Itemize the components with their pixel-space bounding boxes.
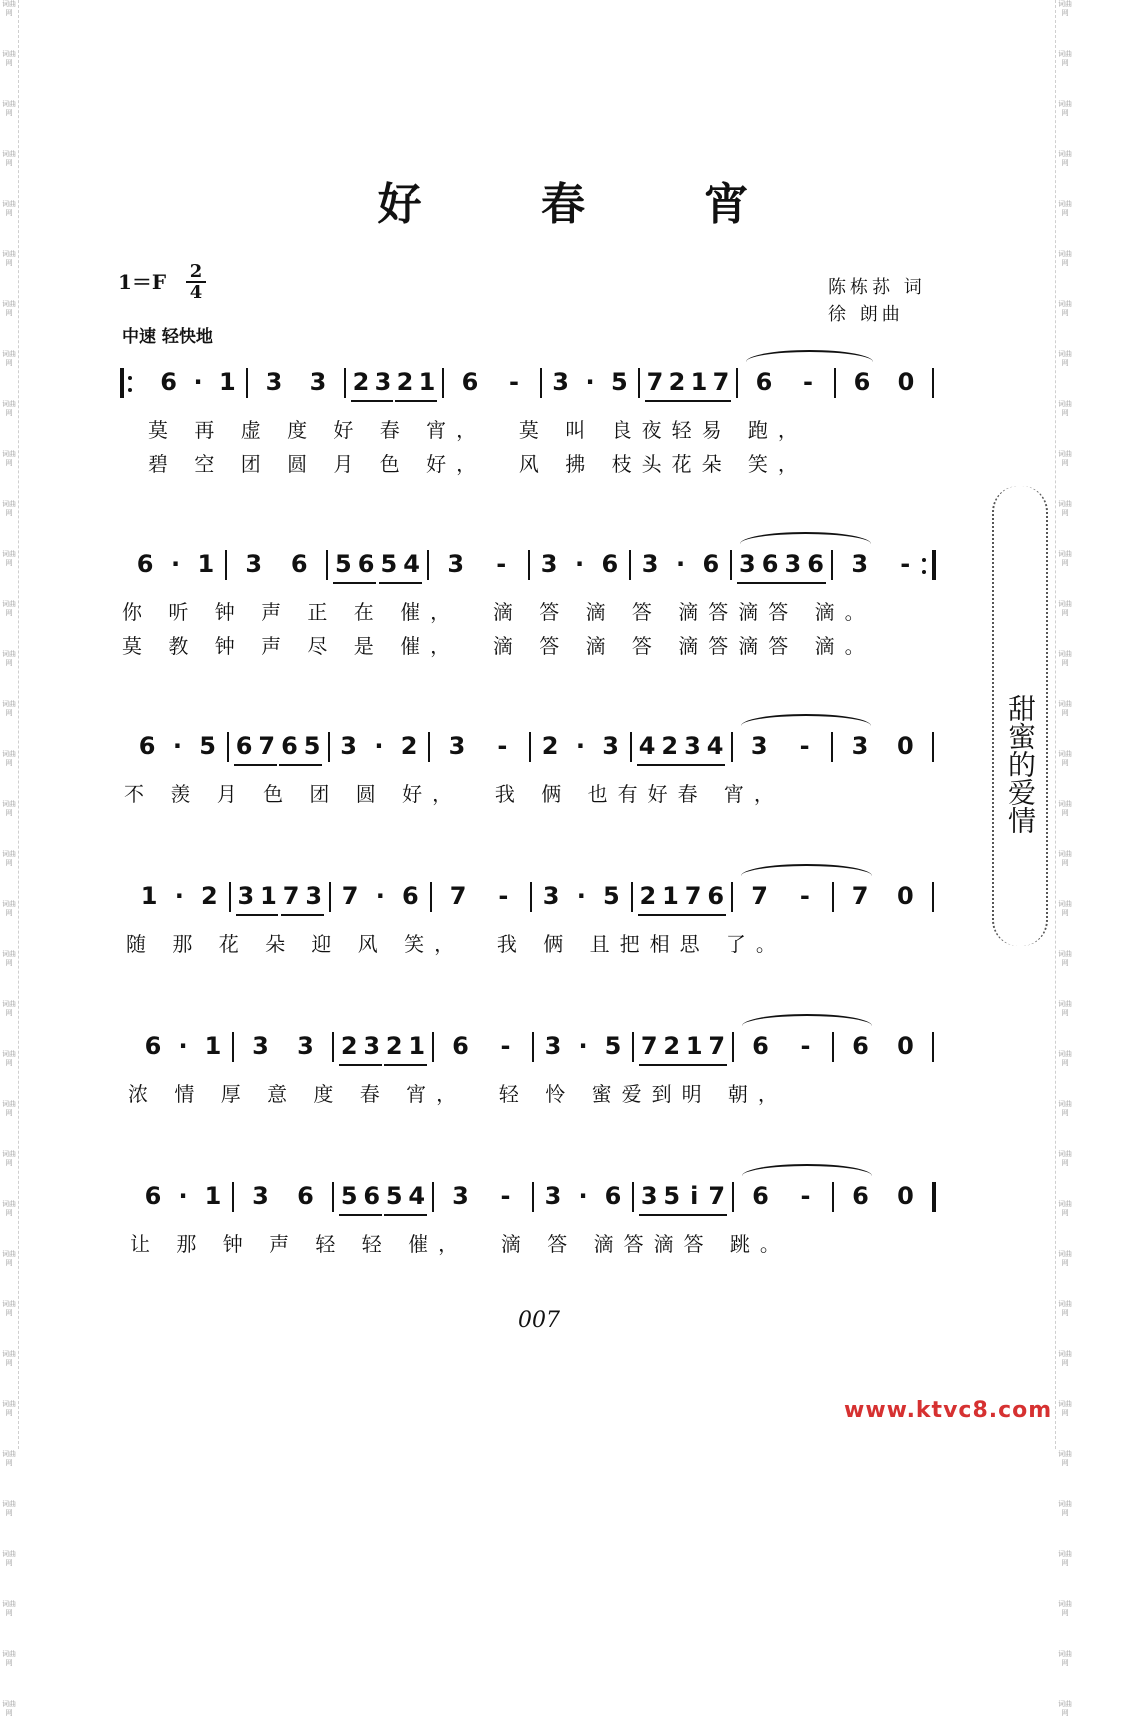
note: 5 (340, 1182, 358, 1210)
note: 6 (136, 550, 154, 578)
watermark-text: 词曲网 (2, 950, 16, 967)
dash-extension: - (803, 368, 813, 396)
note: 3 (237, 882, 255, 910)
note: 6 (755, 368, 773, 396)
watermark-text: 词曲网 (1058, 100, 1072, 117)
note: 1 (685, 1032, 703, 1060)
barline (731, 882, 733, 912)
watermark-text: 词曲网 (1058, 1450, 1072, 1467)
note: 3 (544, 1032, 562, 1060)
note: 3 (447, 550, 465, 578)
score-row (0, 548, 1074, 668)
note: 3 (252, 1182, 269, 1210)
note: 3 (641, 550, 659, 578)
note: 2 (639, 882, 657, 910)
dot-extension: · (178, 1182, 188, 1210)
watermark-text: 词曲网 (2, 100, 16, 117)
note: 5 (303, 732, 321, 760)
page-number: 007 (518, 1308, 560, 1333)
barline (225, 550, 227, 580)
note: 6 (402, 882, 419, 910)
barline (736, 368, 738, 398)
repeat-dot (922, 570, 926, 574)
watermark-text: 词曲网 (1058, 1600, 1072, 1617)
dot-extension: · (374, 732, 384, 760)
watermark-text: 词曲网 (1058, 200, 1072, 217)
note: 2 (340, 1032, 358, 1060)
beam-underline (645, 400, 731, 402)
note: 1 (418, 368, 436, 396)
time-signature (186, 262, 206, 302)
barline (232, 1032, 234, 1062)
dot-extension: · (178, 1032, 188, 1060)
note: 2 (663, 1032, 681, 1060)
watermark-text: 词曲网 (2, 900, 16, 917)
tie-arc (746, 350, 873, 362)
note: 1 (408, 1032, 426, 1060)
dash-extension: - (497, 732, 508, 760)
beam-underline (351, 400, 393, 402)
note: 7 (708, 1182, 726, 1210)
note: 2 (396, 368, 414, 396)
watermark-text: 词曲网 (2, 400, 16, 417)
dot-extension: · (170, 550, 181, 578)
dash-extension: - (496, 550, 507, 578)
note: 6 (752, 1032, 769, 1060)
dash-extension: - (498, 882, 509, 910)
watermark-text: 词曲网 (2, 200, 16, 217)
lyric-line: 浓 情 厚 意 度 春 宵， 轻 怜 蜜爱到明 朝， (128, 1082, 788, 1106)
watermark-text: 词曲网 (1058, 900, 1072, 917)
note: 1 (662, 882, 679, 910)
watermark-text: 词曲网 (1058, 950, 1072, 967)
note: 2 (201, 882, 218, 910)
dot-extension: · (576, 882, 586, 910)
beam-underline (395, 400, 437, 402)
beam-underline (339, 1064, 382, 1066)
note: 3 (374, 368, 392, 396)
note: 2 (661, 732, 679, 760)
watermark-text: 词曲网 (2, 350, 16, 367)
note: 6 (702, 550, 720, 578)
note: 4 (638, 732, 656, 760)
watermark-text: 词曲网 (2, 750, 16, 767)
note: 6 (852, 1032, 869, 1060)
score-row (0, 1030, 1074, 1150)
dot-extension: · (375, 882, 385, 910)
watermark-text: 词曲网 (1058, 1650, 1072, 1667)
dot-extension: · (574, 550, 585, 578)
note: 3 (252, 1032, 269, 1060)
note: 7 (449, 882, 467, 910)
beam-underline (281, 914, 324, 916)
score-row (0, 880, 1074, 1000)
score-row (0, 1180, 1074, 1300)
watermark-text: 词曲网 (1058, 150, 1072, 167)
note: 3 (750, 732, 768, 760)
note: 3 (309, 368, 327, 396)
dash-extension: - (800, 1182, 811, 1210)
tie-arc (741, 864, 872, 876)
note: 3 (452, 1182, 469, 1210)
barline (432, 1182, 434, 1212)
note: 3 (640, 1182, 658, 1210)
beam-underline (333, 582, 376, 584)
beam-underline (638, 914, 726, 916)
note: 7 (751, 882, 768, 910)
sidebar-collection-title: 甜蜜的爱情 (1004, 694, 1037, 834)
watermark-text: 词曲网 (1058, 300, 1072, 317)
time-signature-top: 2 (189, 261, 203, 282)
lyric-line: 随 那 花 朵 迎 风 笑， 我 俩 且把相思 了。 (126, 932, 786, 956)
note: 2 (541, 732, 559, 760)
tie-arc (740, 532, 871, 544)
note: 6 (160, 368, 177, 396)
barline (530, 882, 532, 912)
barline (832, 1032, 834, 1062)
lyricist-credit: 陈栋荪 词 (828, 277, 926, 298)
barline (528, 550, 530, 580)
beam-underline (236, 914, 279, 916)
watermark-text: 词曲网 (1058, 1050, 1072, 1067)
beam-underline (279, 764, 322, 766)
watermark-text: 词曲网 (1058, 850, 1072, 867)
note: 3 (739, 550, 756, 578)
barline (430, 882, 432, 912)
watermark-text: 词曲网 (1058, 700, 1072, 717)
watermark-text: 词曲网 (2, 850, 16, 867)
watermark-text: 词曲网 (2, 0, 16, 17)
beam-underline (639, 1214, 727, 1216)
note: 1 (204, 1182, 222, 1210)
watermark-text: 词曲网 (1058, 600, 1072, 617)
note: 6 (138, 732, 156, 760)
beam-underline (379, 582, 422, 584)
dash-extension: - (500, 1032, 511, 1060)
watermark-text: 词曲网 (2, 1550, 16, 1567)
barline (732, 1182, 734, 1212)
barline (731, 732, 733, 762)
barline (232, 1182, 234, 1212)
note: 7 (851, 882, 869, 910)
watermark-text: 词曲网 (2, 800, 16, 817)
beam-underline (737, 582, 825, 584)
website-watermark: www.ktvc8.com (844, 1398, 1053, 1423)
watermark-text: 词曲网 (2, 650, 16, 667)
watermark-text: 词曲网 (1058, 250, 1072, 267)
note: 3 (363, 1032, 381, 1060)
note: 5 (199, 732, 216, 760)
note: 5 (335, 550, 352, 578)
barline (932, 882, 934, 912)
note: 3 (540, 550, 558, 578)
note: 6 (752, 1182, 769, 1210)
watermark-text: 词曲网 (2, 1650, 16, 1667)
note: 6 (363, 1182, 381, 1210)
watermark-text: 词曲网 (2, 1100, 16, 1117)
note: 6 (281, 732, 298, 760)
barline (428, 732, 430, 762)
note: 6 (297, 1182, 314, 1210)
barline (732, 1032, 734, 1062)
note: 6 (852, 1182, 869, 1210)
repeat-start-barline (120, 368, 124, 398)
score-row (0, 366, 1074, 486)
watermark-text: 词曲网 (1058, 800, 1072, 817)
barline (442, 368, 444, 398)
note: 1 (690, 368, 708, 396)
note: 0 (897, 1182, 914, 1210)
note: 3 (542, 882, 560, 910)
note: 3 (245, 550, 263, 578)
watermark-text: 词曲网 (1058, 50, 1072, 67)
barline (328, 732, 330, 762)
note: 6 (853, 368, 871, 396)
note: 1 (140, 882, 158, 910)
dot-extension: · (174, 882, 184, 910)
lyric-line: 不 羡 月 色 团 圆 好， 我 俩 也有好春 宵， (124, 782, 784, 806)
note: 7 (708, 1032, 726, 1060)
watermark-text: 词曲网 (2, 500, 16, 517)
note: 6 (235, 732, 253, 760)
note: 6 (357, 550, 375, 578)
watermark-text: 词曲网 (2, 50, 16, 67)
watermark-text: 词曲网 (1058, 1100, 1072, 1117)
watermark-text: 词曲网 (1058, 1000, 1072, 1017)
note: 5 (610, 368, 628, 396)
key-signature: 1＝F (118, 270, 167, 294)
watermark-text: 词曲网 (2, 550, 16, 567)
score-row (0, 730, 1074, 850)
watermark-text: 词曲网 (2, 1700, 16, 1717)
note: 6 (604, 1182, 622, 1210)
note: 3 (448, 732, 466, 760)
barline (932, 732, 934, 762)
watermark-text: 词曲网 (2, 1300, 16, 1317)
barline (831, 550, 833, 580)
watermark-text: 词曲网 (1058, 1300, 1072, 1317)
note: 6 (452, 1032, 469, 1060)
note: 6 (144, 1032, 162, 1060)
watermark-text: 词曲网 (1058, 1700, 1072, 1717)
beam-underline (234, 764, 277, 766)
note: 4 (408, 1182, 426, 1210)
beam-underline (637, 764, 725, 766)
watermark-text: 词曲网 (1058, 1350, 1072, 1367)
note: 3 (297, 1032, 314, 1060)
note: 3 (552, 368, 569, 396)
barline (834, 368, 836, 398)
barline (329, 882, 331, 912)
note: 2 (352, 368, 370, 396)
note: 3 (340, 732, 357, 760)
watermark-text: 词曲网 (2, 1600, 16, 1617)
watermark-text: 词曲网 (1058, 450, 1072, 467)
note: 7 (684, 882, 702, 910)
note: 7 (646, 368, 664, 396)
watermark-text: 词曲网 (1058, 550, 1072, 567)
tie-arc (742, 1014, 872, 1026)
dash-extension: - (800, 1032, 811, 1060)
note: 5 (385, 1182, 403, 1210)
watermark-text: 词曲网 (2, 1450, 16, 1467)
tempo-marking: 中速 轻快地 (122, 327, 213, 347)
lyric-line: 碧 空 团 圆 月 色 好， 风 拂 枝头花朵 笑， (148, 452, 808, 476)
note: 6 (707, 882, 725, 910)
watermark-text: 词曲网 (1058, 1200, 1072, 1217)
watermark-text: 词曲网 (1058, 0, 1072, 17)
beam-underline (639, 1064, 727, 1066)
watermark-text: 词曲网 (1058, 750, 1072, 767)
note: 6 (807, 550, 824, 578)
barline (629, 550, 631, 580)
watermark-text: 词曲网 (2, 600, 16, 617)
note: 3 (265, 368, 283, 396)
barline (831, 732, 833, 762)
dash-extension: - (509, 368, 519, 396)
barline (246, 368, 248, 398)
watermark-text: 词曲网 (2, 1050, 16, 1067)
repeat-dot (128, 388, 132, 392)
note: i (690, 1182, 699, 1210)
note: 4 (706, 732, 724, 760)
composer-credit: 徐 朗曲 (828, 304, 904, 325)
watermark-text: 词曲网 (2, 1350, 16, 1367)
dot-extension: · (172, 732, 182, 760)
note: 3 (305, 882, 323, 910)
dash-extension: - (799, 732, 810, 760)
tie-arc (742, 1164, 872, 1176)
barline (529, 732, 531, 762)
repeat-dot (922, 558, 926, 562)
dash-extension: - (500, 1182, 511, 1210)
lyric-line: 你 听 钟 声 正 在 催， 滴 答 滴 答 滴答滴答 滴。 (122, 600, 875, 624)
barline (932, 1032, 934, 1062)
note: 0 (897, 368, 915, 396)
note: 0 (896, 732, 914, 760)
watermark-text: 词曲网 (2, 1250, 16, 1267)
watermark-text: 词曲网 (1058, 1500, 1072, 1517)
watermark-text: 词曲网 (2, 450, 16, 467)
barline (540, 368, 542, 398)
note: 4 (403, 550, 420, 578)
note: 6 (601, 550, 619, 578)
dot-extension: · (193, 368, 203, 396)
watermark-text: 词曲网 (2, 1500, 16, 1517)
watermark-text: 词曲网 (1058, 1400, 1072, 1417)
note: 7 (640, 1032, 658, 1060)
dot-extension: · (578, 1182, 588, 1210)
note: 3 (851, 550, 869, 578)
watermark-text: 词曲网 (2, 700, 16, 717)
dot-extension: · (578, 1032, 588, 1060)
watermark-text: 词曲网 (1058, 500, 1072, 517)
note: 5 (380, 550, 398, 578)
barline (532, 1032, 534, 1062)
lyric-line: 莫 再 虚 度 好 春 宵， 莫 叫 良夜轻易 跑， (148, 418, 808, 442)
dash-extension: - (900, 550, 911, 578)
note: 3 (851, 732, 869, 760)
watermark-text: 词曲网 (2, 300, 16, 317)
note: 7 (258, 732, 276, 760)
beam-underline (384, 1064, 427, 1066)
note: 0 (897, 882, 914, 910)
note: 0 (897, 1032, 914, 1060)
beam-underline (384, 1214, 427, 1216)
lyric-line: 莫 教 钟 声 尽 是 催， 滴 答 滴 答 滴答滴答 滴。 (122, 634, 875, 658)
note: 7 (712, 368, 730, 396)
note: 6 (461, 368, 479, 396)
watermark-text: 词曲网 (1058, 1550, 1072, 1567)
watermark-text: 词曲网 (1058, 1250, 1072, 1267)
watermark-text: 词曲网 (2, 1400, 16, 1417)
dot-extension: · (585, 368, 595, 396)
watermark-text: 词曲网 (1058, 1150, 1072, 1167)
note: 3 (784, 550, 802, 578)
note: 3 (602, 732, 619, 760)
note: 7 (282, 882, 300, 910)
note: 3 (544, 1182, 562, 1210)
watermark-text: 词曲网 (1058, 350, 1072, 367)
tie-arc (741, 714, 872, 726)
note: 6 (144, 1182, 162, 1210)
note: 5 (603, 882, 620, 910)
time-signature-bottom: 4 (186, 281, 206, 302)
note: 1 (204, 1032, 222, 1060)
barline (432, 1032, 434, 1062)
watermark-text: 词曲网 (2, 1000, 16, 1017)
barline (532, 1182, 534, 1212)
watermark-text: 词曲网 (2, 1200, 16, 1217)
note: 5 (663, 1182, 681, 1210)
barline (932, 368, 934, 398)
note: 1 (218, 368, 236, 396)
watermark-text: 词曲网 (2, 1150, 16, 1167)
watermark-text: 词曲网 (2, 150, 16, 167)
repeat-dot (128, 376, 132, 380)
beam-underline (339, 1214, 382, 1216)
barline (427, 550, 429, 580)
song-title: 好 春 宵 (377, 179, 801, 230)
dot-extension: · (675, 550, 686, 578)
repeat-end-barline (932, 550, 936, 580)
watermark-text: 词曲网 (1058, 400, 1072, 417)
final-barline (932, 1182, 936, 1212)
note: 7 (341, 882, 359, 910)
watermark-text: 词曲网 (2, 250, 16, 267)
lyric-line: 让 那 钟 声 轻 轻 催， 滴 答 滴答滴答 跳。 (130, 1232, 790, 1256)
note: 5 (604, 1032, 622, 1060)
note: 6 (761, 550, 779, 578)
note: 6 (290, 550, 308, 578)
watermark-text: 词曲网 (1058, 650, 1072, 667)
note: 1 (197, 550, 215, 578)
dot-extension: · (575, 732, 585, 760)
note: 3 (684, 732, 701, 760)
barline (832, 882, 834, 912)
note: 2 (400, 732, 418, 760)
note: 2 (668, 368, 686, 396)
note: 2 (385, 1032, 403, 1060)
barline (832, 1182, 834, 1212)
note: 1 (260, 882, 277, 910)
dash-extension: - (799, 882, 810, 910)
